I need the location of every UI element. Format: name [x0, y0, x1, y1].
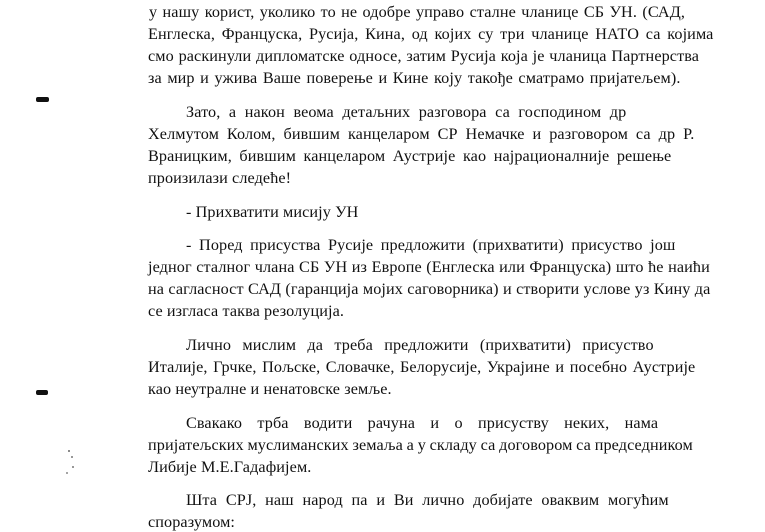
text-line: се изгласа таква резолуција.: [148, 302, 345, 320]
text-line: Враницким, бившим канцеларом Аустрије као најрационалније решење: [148, 147, 672, 165]
text-line: Италије, Грчке, Пољске, Словачке, Белорусије, Украјине и посебно Аустрије: [148, 358, 696, 376]
text-line: Енглеска, Француска, Русија, Кина, од којих су три чланице НАТО са којима: [148, 25, 714, 43]
text-line: Зато, а након веома детаљних разговора са господином др: [186, 103, 627, 121]
text-line: Хелмутом Колом, бившим канцеларом СР Немачке и разговором са др Р.: [148, 125, 695, 143]
scan-speck-3: [72, 466, 74, 468]
text-line: на сагласност САД (гаранција мојих саговорника) и створити услове уз Кину да: [148, 280, 711, 298]
text-line: Либије М.Е.Гадафијем.: [148, 458, 312, 476]
text-line: једног сталног члана СБ УН из Европе (Енглеска или Француска) што ће наићи: [148, 258, 710, 276]
scan-speck-4: [66, 472, 68, 474]
text-line: смо раскинули дипломатске односе, затим Русија која је чланица Партнерства: [148, 47, 700, 65]
scan-speck-2: [71, 456, 73, 458]
scan-speck-1: [68, 450, 70, 452]
punch-hole-mark-upper: [36, 97, 49, 102]
text-line: Свакако трба водити рачуна и о присуству неких, нама: [186, 414, 659, 432]
text-line: пријатељских муслиманских земаља а у складу са договором са председником: [148, 436, 693, 454]
text-line: произилази следеће!: [148, 169, 292, 187]
text-line: Шта СРЈ, наш народ па и Ви лично добијате оваквим могућим: [186, 491, 669, 509]
text-line: Лично мислим да треба предложити (прихватити) присуство: [186, 336, 654, 354]
text-line: у нашу корист, уколико то не одобре управо сталне чланице СБ УН. (САД,: [149, 3, 686, 21]
text-line: као неутралне и ненатовске земље.: [148, 380, 392, 398]
text-line: за мир и ужива Ваше поверење и Кине коју такође сматрамо пријатељем).: [148, 69, 681, 87]
text-line: споразумом:: [148, 513, 236, 531]
text-line: - Поред присуства Русије предложити (прихватити) присуство још: [186, 236, 676, 254]
punch-hole-mark-lower: [36, 390, 48, 395]
text-line: - Прихватити мисију УН: [186, 203, 359, 221]
